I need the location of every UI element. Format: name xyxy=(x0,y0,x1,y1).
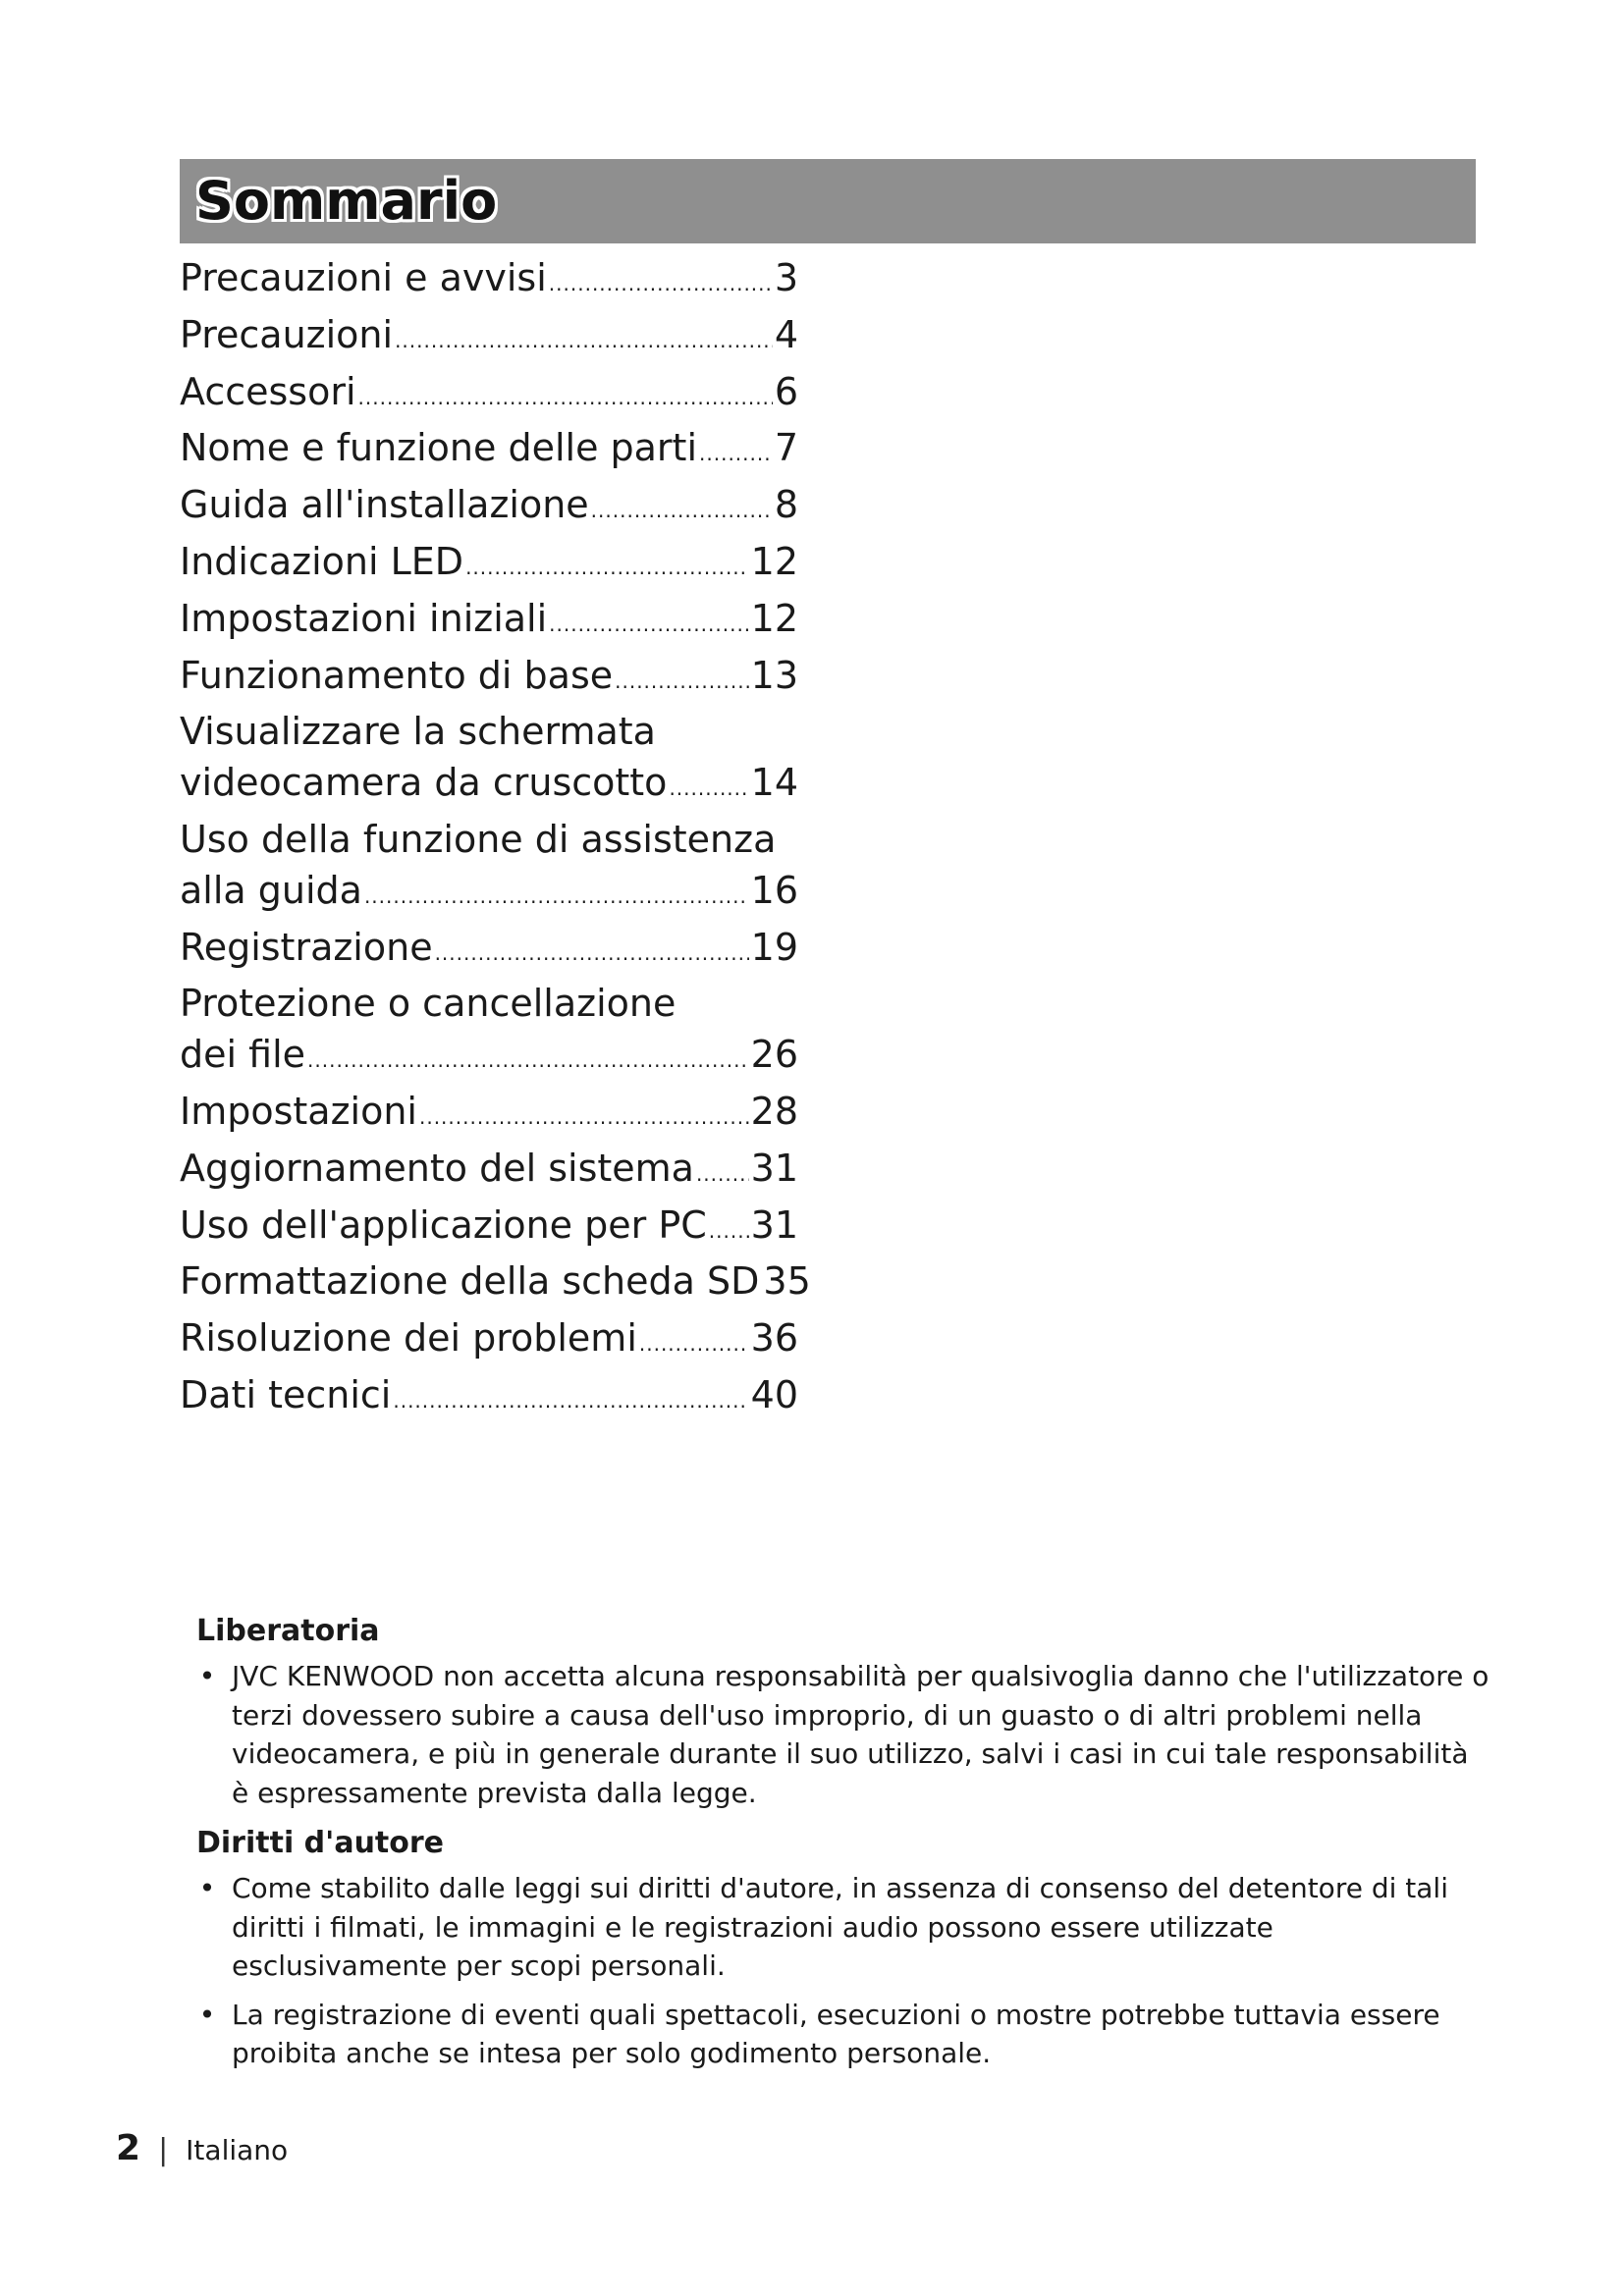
toc-page-number: 3 xyxy=(774,256,798,299)
toc-row xyxy=(180,367,798,424)
toc-entry-title: Nome e funzione delle parti xyxy=(180,426,698,470)
toc-row xyxy=(180,1256,811,1313)
toc-entry-title: dei file xyxy=(180,1033,306,1077)
toc-dot-leader xyxy=(419,1093,749,1144)
toc-dot-leader xyxy=(549,600,748,651)
toc-row xyxy=(180,1370,798,1427)
toc-row xyxy=(180,537,798,594)
toc-entry xyxy=(180,310,798,367)
toc-dot-leader xyxy=(696,1149,749,1201)
toc-entry-title: Dati tecnici xyxy=(180,1372,392,1416)
toc-entry xyxy=(180,923,798,980)
toc-page-number: 31 xyxy=(750,1202,798,1247)
toc-dot-leader xyxy=(465,543,749,594)
toc-entry xyxy=(180,423,798,480)
toc-entry xyxy=(180,651,798,708)
toc-entry-title: Formattazione della scheda SD xyxy=(180,1259,760,1304)
notes-section xyxy=(196,1610,1492,2083)
toc-dot-leader xyxy=(395,316,773,367)
toc-entry xyxy=(180,367,798,424)
toc-row xyxy=(180,423,798,480)
toc-entry xyxy=(180,594,798,651)
toc-dot-leader xyxy=(639,1319,749,1370)
copyright-list xyxy=(196,1869,1492,2073)
toc-entry-title: Aggiornamento del sistema xyxy=(180,1146,694,1190)
toc-entry xyxy=(180,1256,811,1313)
toc-entry-title: Accessori xyxy=(180,369,356,413)
toc-page-number: 12 xyxy=(750,539,798,583)
toc-row xyxy=(180,310,798,367)
toc-entry xyxy=(180,707,798,815)
toc-row xyxy=(180,480,798,537)
toc-row xyxy=(180,253,798,310)
copyright-text: Come stabilito dalle leggi sui diritti d'autore, in assenza di consenso del detentore di tali diritti i filmati, le immagini e le registrazioni audio possono essere utilizzate esclusivamente per scopi personali. xyxy=(232,1872,1448,1982)
disclaimer-heading: Liberatoria xyxy=(196,1614,380,1648)
toc-entry-title: Impostazioni iniziali xyxy=(180,596,548,640)
table-of-contents xyxy=(180,253,811,1427)
list-item xyxy=(196,1869,1492,1986)
bullet-mark: • xyxy=(198,1660,216,1692)
toc-entry xyxy=(180,480,798,537)
list-item xyxy=(196,1996,1492,2073)
toc-entry-title: Indicazioni LED xyxy=(180,539,464,583)
toc-page-number: 16 xyxy=(750,868,798,912)
toc-entry-title: Registrazione xyxy=(180,925,433,969)
toc-dot-leader xyxy=(549,259,773,310)
disclaimer-text: JVC KENWOOD non accetta alcuna responsabilità per qualsivoglia danno che l'utilizzatore o terzi dovessero subire a causa dell'uso improprio, di un guasto o di altri problemi nella videocamera, e più in generale durante il suo utilizzo, salvi i casi in cui tale responsabilità è espressamente prevista dalla legge. xyxy=(232,1660,1489,1809)
toc-dot-leader xyxy=(358,373,773,424)
copyright-text: La registrazione di eventi quali spettacoli, esecuzioni o mostre potrebbe tuttavia essere proibita anche se intesa per solo godimento personale. xyxy=(232,1998,1440,2069)
toc-entry xyxy=(180,1313,798,1370)
toc-page-number: 26 xyxy=(750,1033,798,1077)
disclaimer-list xyxy=(196,1657,1492,1812)
toc-entry-title: videocamera da cruscotto xyxy=(180,761,668,805)
toc-entry-title: alla guida xyxy=(180,868,362,912)
toc-page-number: 31 xyxy=(750,1146,798,1190)
toc-dot-leader xyxy=(435,929,749,980)
toc-row xyxy=(180,758,798,815)
toc-entry xyxy=(180,979,798,1087)
toc-entry-title: Funzionamento di base xyxy=(180,653,614,697)
footer-language: Italiano xyxy=(186,2134,289,2166)
toc-entry-title: Precauzioni xyxy=(180,312,394,356)
toc-entry-title: Risoluzione dei problemi xyxy=(180,1316,637,1361)
toc-page-number: 35 xyxy=(763,1259,811,1304)
copyright-heading: Diritti d'autore xyxy=(196,1826,445,1860)
toc-row xyxy=(180,923,798,980)
toc-row xyxy=(180,1313,798,1370)
toc-dot-leader xyxy=(615,657,749,708)
toc-dot-leader xyxy=(669,764,748,815)
toc-entry-title: Uso dell'applicazione per PC xyxy=(180,1202,707,1247)
toc-page-number: 40 xyxy=(750,1372,798,1416)
bullet-mark: • xyxy=(198,1998,216,2031)
toc-page-number: 19 xyxy=(750,925,798,969)
toc-page-number: 14 xyxy=(750,761,798,805)
toc-dot-leader xyxy=(709,1206,749,1257)
page-number: 2 xyxy=(116,2128,141,2168)
toc-entry xyxy=(180,1370,798,1427)
toc-page-number: 28 xyxy=(750,1089,798,1133)
toc-page-number: 6 xyxy=(774,369,798,413)
toc-page-number: 36 xyxy=(750,1316,798,1361)
toc-dot-leader xyxy=(591,486,773,537)
toc-dot-leader xyxy=(393,1376,748,1427)
toc-row xyxy=(180,594,798,651)
toc-page-number: 7 xyxy=(774,426,798,470)
list-item xyxy=(196,1657,1492,1812)
toc-row xyxy=(180,866,798,923)
title-bar xyxy=(180,159,1476,243)
toc-page-number: 13 xyxy=(750,653,798,697)
toc-entry-line: Protezione o cancellazione xyxy=(180,982,677,1026)
toc-page-number: 8 xyxy=(774,483,798,527)
page-title: Sommario xyxy=(195,170,498,232)
toc-row xyxy=(180,1087,798,1144)
bullet-mark: • xyxy=(198,1872,216,1904)
toc-page-number: 12 xyxy=(750,596,798,640)
toc-entry xyxy=(180,537,798,594)
toc-entry-title: Guida all'installazione xyxy=(180,483,589,527)
footer-separator: | xyxy=(158,2133,169,2167)
toc-row xyxy=(180,1144,798,1201)
toc-dot-leader xyxy=(307,1036,749,1087)
toc-row xyxy=(180,1201,798,1257)
toc-dot-leader xyxy=(364,872,749,923)
page-footer xyxy=(116,2128,288,2168)
toc-entry xyxy=(180,815,798,923)
toc-entry-title: Impostazioni xyxy=(180,1089,417,1133)
toc-entry xyxy=(180,1144,798,1201)
toc-entry-line: Uso della funzione di assistenza xyxy=(180,817,777,861)
toc-dot-leader xyxy=(699,429,773,480)
toc-entry-title: Precauzioni e avvisi xyxy=(180,256,547,299)
toc-entry xyxy=(180,253,798,310)
toc-row xyxy=(180,651,798,708)
toc-entry xyxy=(180,1201,798,1257)
toc-page-number: 4 xyxy=(774,312,798,356)
toc-row xyxy=(180,1030,798,1087)
toc-entry-line: Visualizzare la schermata xyxy=(180,710,656,754)
toc-entry xyxy=(180,1087,798,1144)
